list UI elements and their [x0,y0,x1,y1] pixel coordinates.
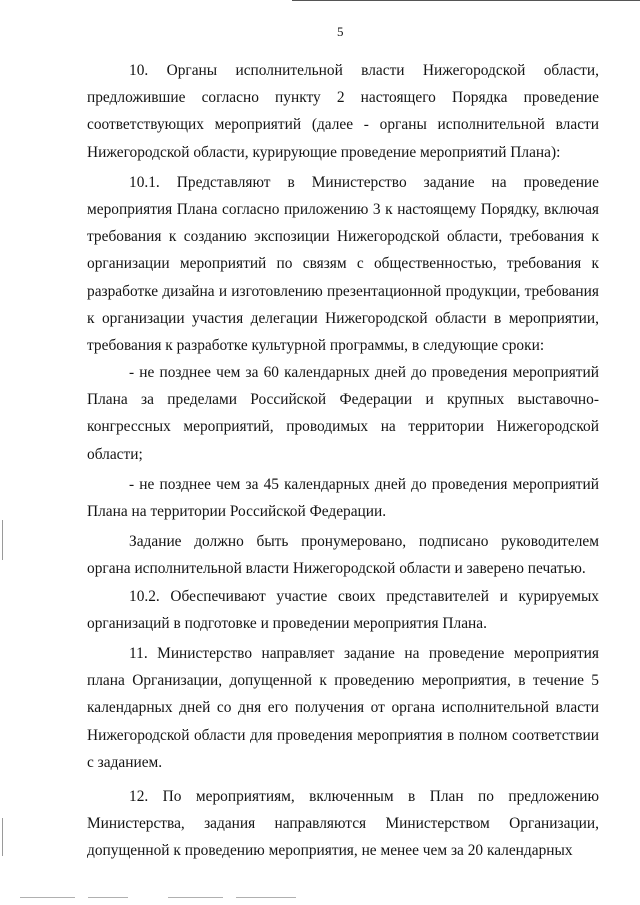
text-line: 10.2. Обеспечивают участие своих представителей и курируемых [129,587,599,605]
scan-bottom-rule [88,897,128,898]
text-line: Задание должно быть пронумеровано, подписано руководителем [129,533,599,551]
text-line: Министерства, задания направляются Министерством Организации, [87,815,599,833]
text-line: к организации участия делегации Нижегородской области в мероприятии, [87,309,599,327]
paragraph [87,640,599,776]
text-line: Плана за пределами Российской Федерации и крупных выставочно- [87,391,599,409]
text-line: органа исполнительной власти Нижегородской области и заверено печатью. [87,560,586,578]
paragraph [87,583,599,637]
text-line: Плана на территории Российской Федерации. [87,503,387,520]
paragraph [87,57,599,166]
paragraph [87,471,599,525]
text-line: конгрессных мероприятий, проводимых на территории Нижегородской [87,418,599,436]
text-line: с заданием. [87,753,163,771]
text-line: организаций в подготовке и проведении мероприятия Плана. [87,614,487,632]
text-line: - не позднее чем за 60 календарных дней до проведения мероприятий [129,364,599,382]
scan-bottom-rule [168,897,223,898]
text-line: мероприятия Плана согласно приложению 3 к настоящему Порядку, включая [87,200,599,218]
document-body [87,57,599,864]
text-line: требования к разработке культурной программы, в следующие сроки: [87,336,545,354]
text-line: предложившие согласно пункту 2 настоящего Порядка проведение [87,89,599,107]
paragraph [87,359,599,468]
text-line: соответствующих мероприятий (далее - органы исполнительной власти [87,116,599,134]
text-line: 12. По мероприятиям, включенным в План по предложению [129,787,599,805]
text-line: организации мероприятий по связям с общественностью, требования к [87,255,599,273]
paragraph [87,783,599,865]
text-line: 10.1. Представляют в Министерство задание на проведение [129,173,599,191]
scan-left-mark [2,818,3,856]
text-line: Нижегородской области для проведения мероприятия в полном соответствии [87,726,599,744]
text-line: допущенной к проведению мероприятия, не менее чем за 20 календарных [87,842,573,860]
text-line: плана Организации, допущенной к проведению мероприятия, в течение 5 [87,672,599,690]
paragraph [87,528,599,582]
scan-left-mark [2,520,3,560]
scan-bottom-rule [236,897,296,898]
scan-top-rule [292,0,640,1]
text-line: - не позднее чем за 45 календарных дней до проведения мероприятий [129,475,599,493]
text-line: 10. Органы исполнительной власти Нижегородской области, [129,62,599,79]
paragraph [87,169,599,359]
scan-bottom-rule [20,897,75,898]
text-line: Нижегородской области, курирующие проведение мероприятий Плана): [87,143,561,161]
text-line: календарных дней со дня его получения от органа исполнительной власти [87,699,599,717]
text-line: разработке дизайна и изготовлению презентационной продукции, требования [87,282,599,300]
text-line: требования к созданию экспозиции Нижегородской области, требования к [87,228,599,246]
page-number: 5 [337,24,344,39]
text-line: области; [87,445,143,463]
text-line: 11. Министерство направляет задание на проведение мероприятия [129,644,599,662]
